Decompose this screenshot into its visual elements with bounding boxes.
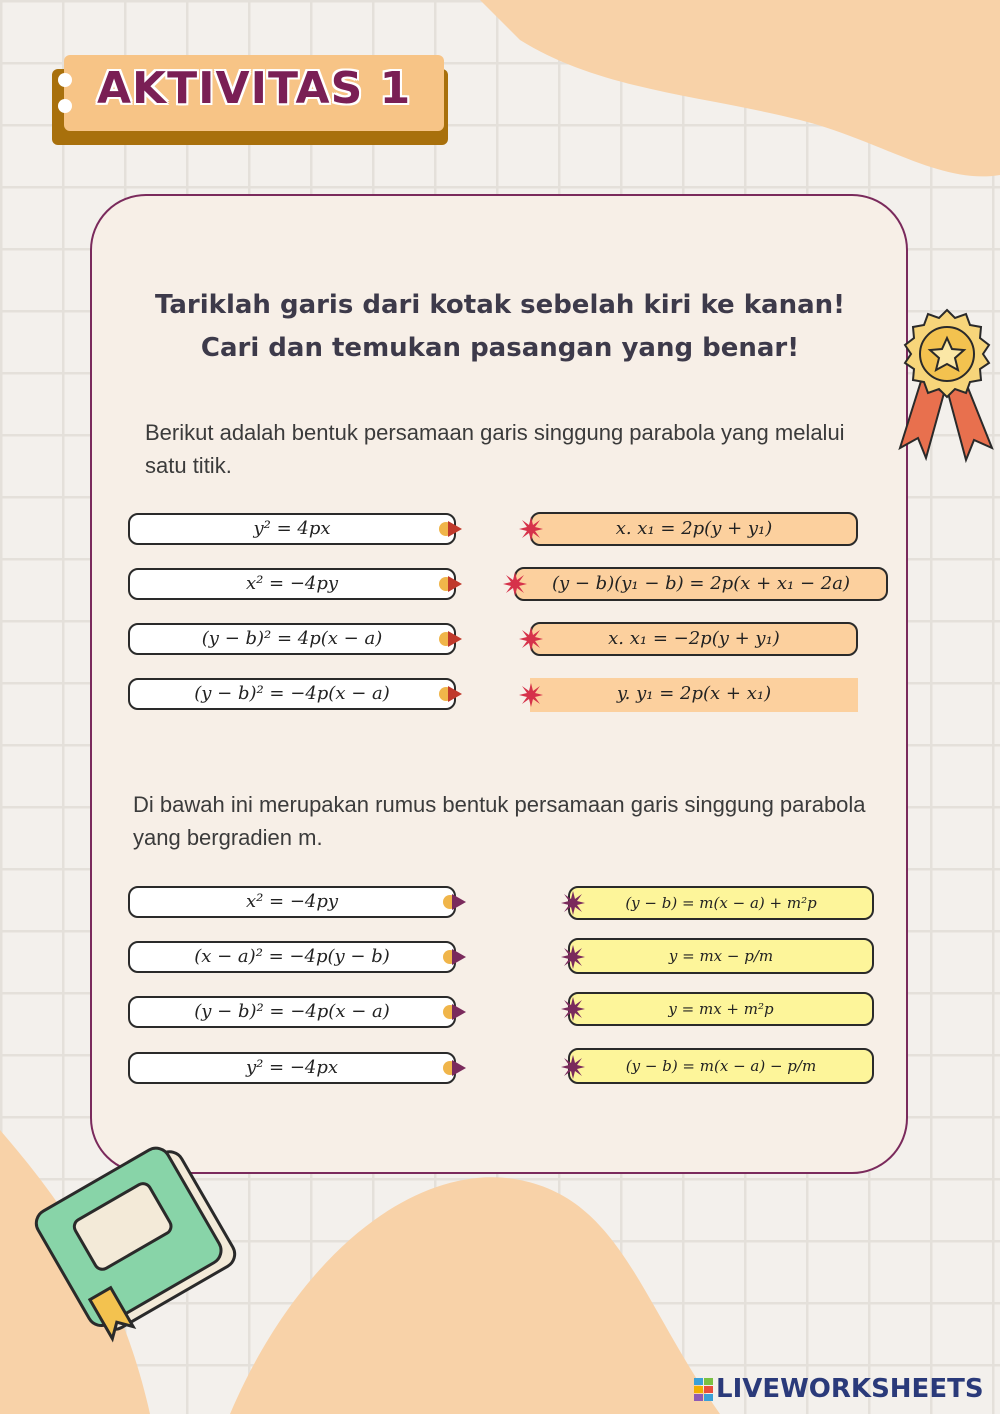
left-equation-box[interactable]: x² = −4py bbox=[128, 568, 456, 600]
connector-arrow-icon[interactable] bbox=[442, 1057, 468, 1079]
right-equation-box[interactable]: x. x₁ = 2p(y + y₁) bbox=[530, 512, 858, 546]
connector-arrow-icon[interactable] bbox=[442, 891, 468, 913]
right-equation-box[interactable]: y = mx + m²p bbox=[568, 992, 874, 1026]
title-dot bbox=[58, 99, 72, 113]
medal-icon bbox=[892, 308, 1000, 468]
right-equation-box[interactable]: y. y₁ = 2p(x + x₁) bbox=[530, 678, 858, 712]
burst-dot-icon[interactable] bbox=[518, 682, 544, 708]
right-equation-box[interactable]: (y − b)(y₁ − b) = 2p(x + x₁ − 2a) bbox=[514, 567, 888, 601]
footer-brand bbox=[694, 1372, 994, 1408]
left-equation-box[interactable]: (y − b)² = 4p(x − a) bbox=[128, 623, 456, 655]
burst-dot-icon[interactable] bbox=[502, 571, 528, 597]
book-icon bbox=[28, 1138, 248, 1348]
instruction-line-1: Tariklah garis dari kotak sebelah kiri ke kanan! bbox=[154, 290, 845, 320]
page-title: AKTIVITAS 1 bbox=[97, 63, 412, 114]
left-equation-box[interactable]: (y − b)² = −4p(x − a) bbox=[128, 996, 456, 1028]
instruction bbox=[100, 284, 900, 370]
left-equation-box[interactable]: x² = −4py bbox=[128, 886, 456, 918]
title-banner bbox=[52, 55, 452, 147]
left-equation-box[interactable]: y² = 4px bbox=[128, 513, 456, 545]
connector-arrow-icon[interactable] bbox=[438, 628, 464, 650]
connector-arrow-icon[interactable] bbox=[438, 518, 464, 540]
right-equation-box[interactable]: (y − b) = m(x − a) + m²p bbox=[568, 886, 874, 920]
footer-text: LIVEWORKSHEETS bbox=[716, 1374, 984, 1404]
connector-arrow-icon[interactable] bbox=[442, 1001, 468, 1023]
title-dot bbox=[58, 73, 72, 87]
left-equation-box[interactable]: (x − a)² = −4p(y − b) bbox=[128, 941, 456, 973]
burst-dot-icon[interactable] bbox=[560, 944, 586, 970]
burst-dot-icon[interactable] bbox=[560, 1054, 586, 1080]
right-equation-box[interactable]: x. x₁ = −2p(y + y₁) bbox=[530, 622, 858, 656]
connector-arrow-icon[interactable] bbox=[442, 946, 468, 968]
right-equation-box[interactable]: (y − b) = m(x − a) − p/m bbox=[568, 1048, 874, 1084]
left-equation-box[interactable]: y² = −4px bbox=[128, 1052, 456, 1084]
connector-arrow-icon[interactable] bbox=[438, 573, 464, 595]
burst-dot-icon[interactable] bbox=[518, 516, 544, 542]
right-equation-box[interactable]: y = mx − p/m bbox=[568, 938, 874, 974]
burst-dot-icon[interactable] bbox=[560, 996, 586, 1022]
burst-dot-icon[interactable] bbox=[518, 626, 544, 652]
section1-intro: Berikut adalah bentuk persamaan garis singgung parabola yang melalui satu titik. bbox=[145, 420, 845, 478]
connector-arrow-icon[interactable] bbox=[438, 683, 464, 705]
burst-dot-icon[interactable] bbox=[560, 890, 586, 916]
instruction-line-2: Cari dan temukan pasangan yang benar! bbox=[200, 333, 800, 363]
liveworksheets-logo-icon bbox=[694, 1378, 714, 1402]
section2-intro: Di bawah ini merupakan rumus bentuk persamaan garis singgung parabola yang bergradien m. bbox=[133, 792, 866, 850]
left-equation-box[interactable]: (y − b)² = −4p(x − a) bbox=[128, 678, 456, 710]
